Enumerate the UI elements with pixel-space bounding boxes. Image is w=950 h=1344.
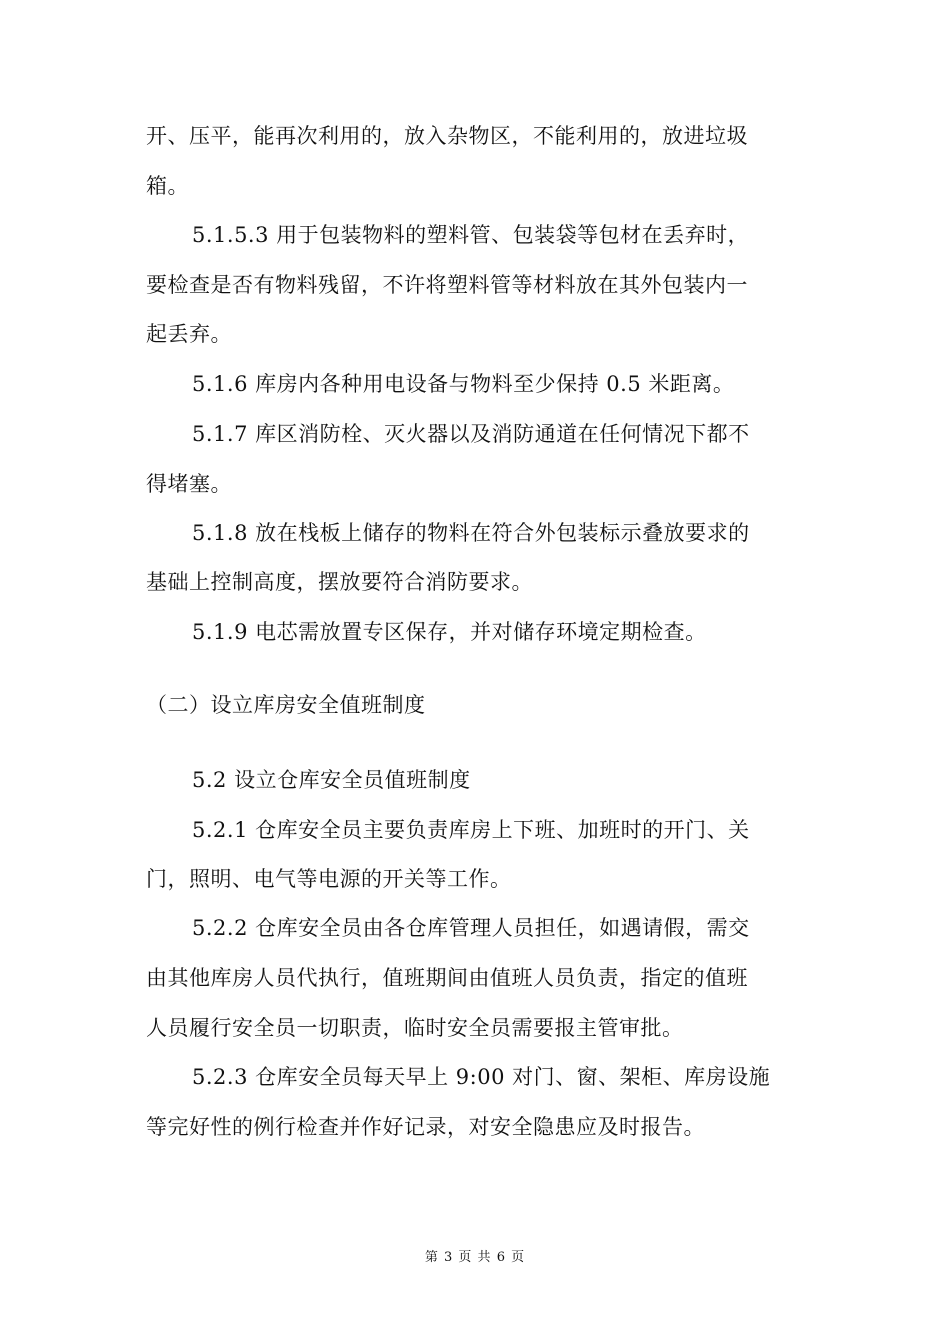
section-5-1-9: 5.1.9 电芯需放置专区保存，并对储存环境定期检查。 <box>192 620 707 644</box>
section-5-2-1: 5.2.1 仓库安全员主要负责库房上下班、加班时的开门、关 <box>192 818 750 842</box>
text-line: 人员履行安全员一切职责，临时安全员需要报主管审批。 <box>146 1016 684 1040</box>
page-number-footer: 第 3 页 共 6 页 <box>424 1250 526 1265</box>
text-line: 基础上控制高度，摆放要符合消防要求。 <box>146 570 533 594</box>
section-5-2: 5.2 设立仓库安全员值班制度 <box>192 768 471 792</box>
section-5-1-7: 5.1.7 库区消防栓、灭火器以及消防通道在任何情况下都不 <box>192 422 750 446</box>
section-5-2-2: 5.2.2 仓库安全员由各仓库管理人员担任，如遇请假，需交 <box>192 916 750 940</box>
section-5-2-3: 5.2.3 仓库安全员每天早上 9:00 对门、窗、架柜、库房设施 <box>192 1065 771 1089</box>
text-line: 等完好性的例行检查并作好记录，对安全隐患应及时报告。 <box>146 1115 705 1139</box>
section-heading: （二）设立库房安全值班制度 <box>146 693 426 717</box>
section-5-1-5-3: 5.1.5.3 用于包装物料的塑料管、包装袋等包材在丢弃时， <box>192 223 750 247</box>
text-line: 要检查是否有物料残留，不许将塑料管等材料放在其外包装内一 <box>146 273 748 297</box>
text-line: 由其他库房人员代执行，值班期间由值班人员负责，指定的值班 <box>146 966 748 990</box>
text-line: 开、压平，能再次利用的，放入杂物区，不能利用的，放进垃圾 <box>146 124 748 148</box>
section-5-1-8: 5.1.8 放在栈板上储存的物料在符合外包装标示叠放要求的 <box>192 521 750 545</box>
section-5-1-6: 5.1.6 库房内各种用电设备与物料至少保持 0.5 米距离。 <box>192 372 735 396</box>
text-line: 门，照明、电气等电源的开关等工作。 <box>146 867 512 891</box>
text-line: 起丢弃。 <box>146 322 232 346</box>
text-line: 箱。 <box>146 174 189 198</box>
text-line: 得堵塞。 <box>146 472 232 496</box>
